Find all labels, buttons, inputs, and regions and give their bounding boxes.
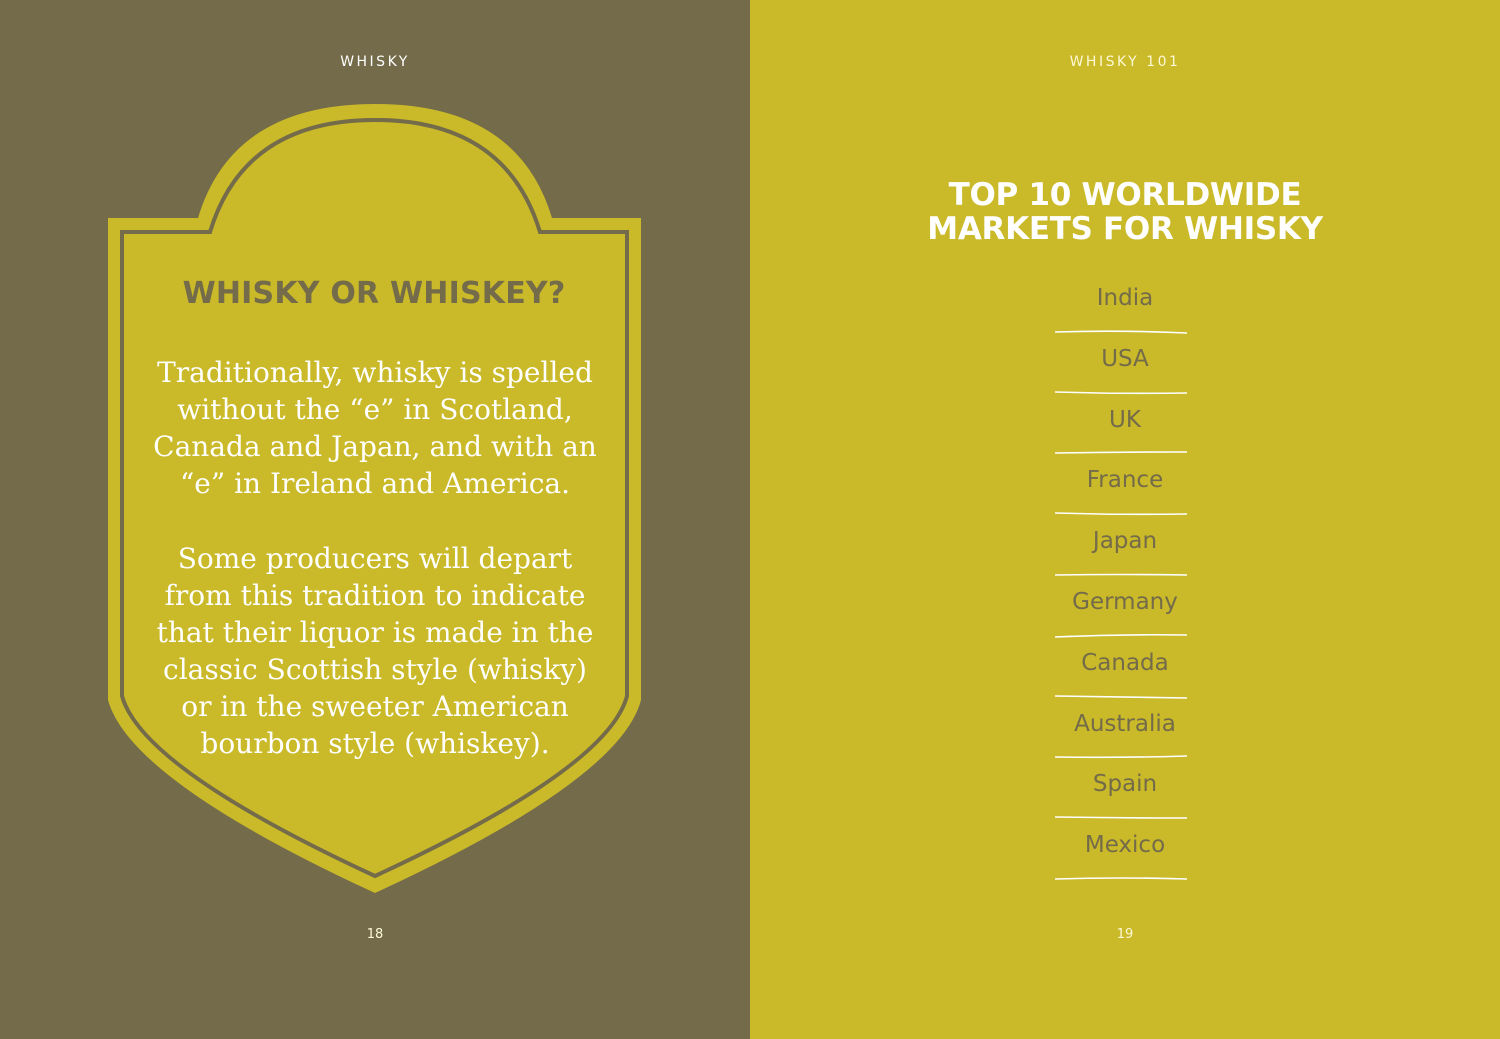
list-item — [1055, 756, 1195, 817]
list-item — [1055, 513, 1195, 574]
market-name: Germany — [1072, 588, 1178, 615]
list-item — [1055, 331, 1195, 392]
right-page — [750, 0, 1500, 1039]
market-name: Mexico — [1084, 832, 1166, 859]
list-title — [750, 178, 1500, 246]
divider-rule — [1055, 876, 1187, 882]
markets-list — [1055, 270, 1195, 878]
market-name: France — [1086, 467, 1164, 494]
list-item — [1055, 452, 1195, 513]
market-name: Australia — [1074, 710, 1176, 737]
list-item — [1055, 392, 1195, 453]
list-item — [1055, 635, 1195, 696]
list-item — [1055, 574, 1195, 635]
list-item — [1055, 817, 1195, 878]
market-name: Canada — [1081, 649, 1169, 676]
market-name: UK — [1109, 406, 1141, 433]
page-number-left: 18 — [366, 927, 384, 942]
list-item — [1055, 696, 1195, 757]
market-name: USA — [1101, 345, 1149, 372]
market-name: Japan — [1092, 528, 1158, 555]
market-name: India — [1096, 285, 1154, 311]
running-head-right: WHISKY 101 — [1069, 54, 1181, 70]
sidebar-title: WHISKY OR WHISKEY? — [182, 276, 566, 311]
page-number-right: 19 — [1116, 927, 1134, 942]
list-title-text: TOP 10 WORLDWIDE MARKETS FOR WHISKY — [927, 177, 1323, 247]
list-item — [1055, 270, 1195, 331]
sidebar-paragraph-1: Traditionally, whisky is spelled without the “e” in Scotland, Canada and Japan, and with an “e” in Ireland and America. — [153, 356, 597, 500]
market-name: Spain — [1092, 771, 1158, 798]
running-head-left: WHISKY — [340, 54, 410, 70]
sidebar-paragraph-2: Some producers will depart from this tradition to indicate that their liquor is made in the classic Scottish style (whisky) or in the sweeter American bourbon style (whiskey). — [156, 542, 594, 760]
